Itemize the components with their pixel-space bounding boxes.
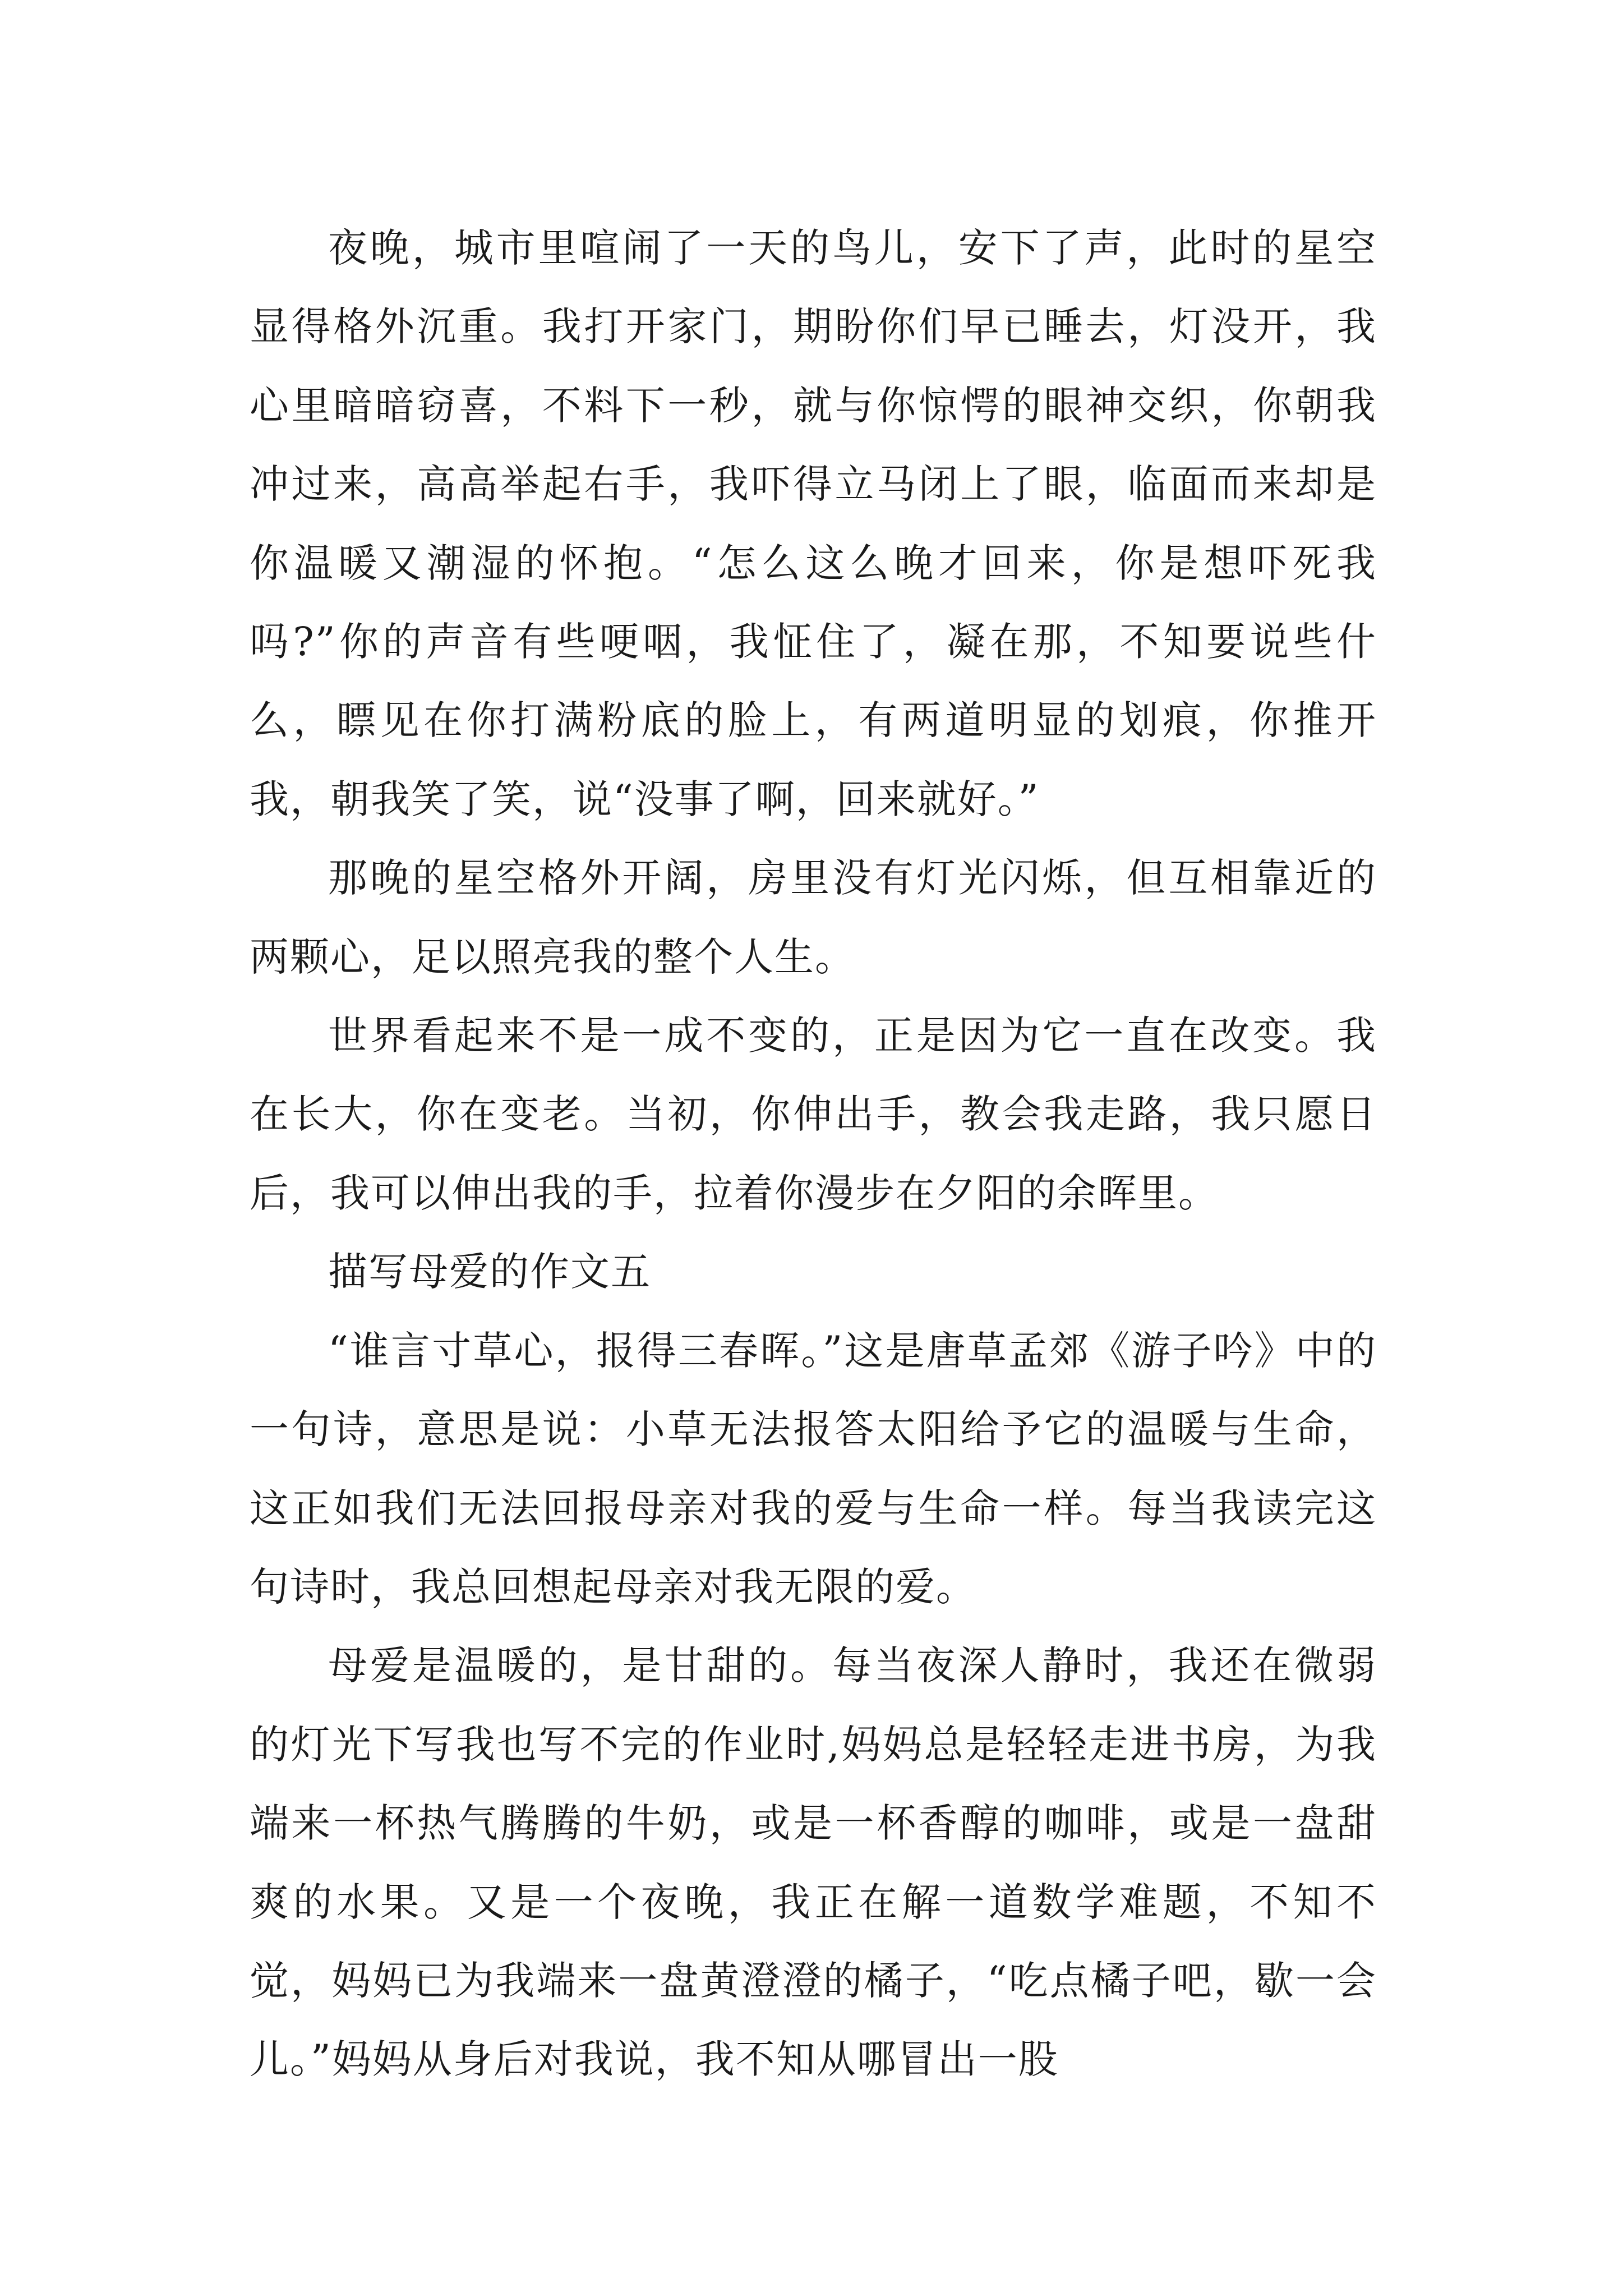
section-title: 描写母爱的作文五 (328, 1249, 651, 1295)
paragraph-night-return: 夜晚，城市里喧闹了一天的鸟儿，安下了声，此时的星空显得格外沉重。我打开家门，期盼你们早已睡去，灯没开，我心里暗暗窃喜，不料下一秒，就与你惊愕的眼神交织，你朝我冲过来，高高举起右手，我吓得立马闭上了眼，临面而来却是你温暖又潮湿的怀抱。“怎么这么晚才回来，你是想吓死我吗?”你的声音有些哽咽，我怔住了，凝在那，不知要说些什么，瞟见在你打满粉底的脸上，有两道明显的划痕，你推开我，朝我笑了笑，说“没事了啊，回来就好。” (250, 225, 1377, 822)
paragraph-poem: “谁言寸草心，报得三春晖。”这是唐草孟郊《游子吟》中的一句诗，意思是说：小草无法报答太阳给予它的温暖与生命，这正如我们无法回报母亲对我的爱与生命一样。每当我读完这句诗时，我总回想起母亲对我无限的爱。 (250, 1327, 1377, 1610)
document-body (250, 209, 1377, 2099)
paragraph-world-changes: 世界看起来不是一成不变的，正是因为它一直在改变。我在长大，你在变老。当初，你伸出手，教会我走路，我只愿日后，我可以伸出我的手，拉着你漫步在夕阳的余晖里。 (250, 1013, 1377, 1216)
paragraph-starry-sky: 那晚的星空格外开阔，房里没有灯光闪烁，但互相靠近的两颗心，足以照亮我的整个人生。 (250, 855, 1377, 980)
paragraph-mother-love: 母爱是温暖的，是甘甜的。每当夜深人静时，我还在微弱的灯光下写我也写不完的作业时,妈妈总是轻轻走进书房，为我端来一杯热气腾腾的牛奶，或是一杯香醇的咖啡，或是一盘甜爽的水果。又是一个夜晚，我正在解一道数学难题，不知不觉，妈妈已为我端来一盘黄澄澄的橘子，“吃点橘子吧，歇一会儿。”妈妈从身后对我说，我不知从哪冒出一股 (250, 1642, 1377, 2083)
